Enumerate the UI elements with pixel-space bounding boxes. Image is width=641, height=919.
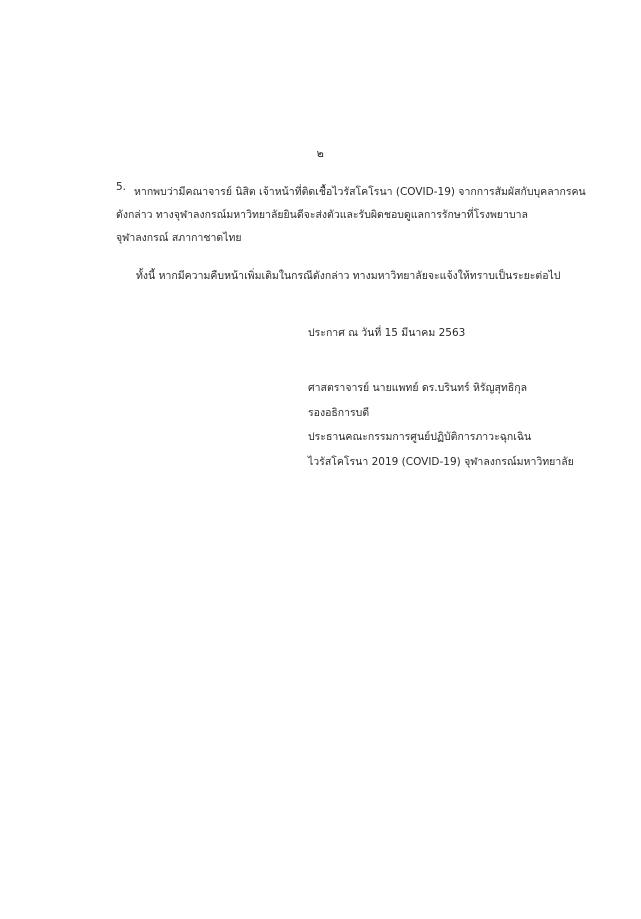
- item-line-2: ดังกล่าว ทางจุฬาลงกรณ์มหาวิทยาลัยยินดีจะส่งตัวและรับผิดชอบดูแลการรักษาที่โรงพยาบาล: [116, 209, 528, 221]
- item-text: [116, 181, 586, 250]
- announcement-date: ประกาศ ณ วันที่ 15 มีนาคม 2563: [308, 327, 466, 339]
- signatory-role-line-2: ไวรัสโคโรนา 2019 (COVID-19) จุฬาลงกรณ์มหาวิทยาลัย: [308, 455, 574, 468]
- closing-paragraph: ทั้งนี้ หากมีความคืบหน้าเพิ่มเติมในกรณีดังกล่าว ทางมหาวิทยาลัยจะแจ้งให้ทราบเป็นระยะต่อไป: [136, 270, 561, 282]
- item-line-1: หากพบว่ามีคณาจารย์ นิสิต เจ้าหน้าที่ติดเชื้อไวรัสโคโรนา (COVID-19) จากการสัมผัสกับบุคลากรคน: [134, 186, 586, 198]
- page-number: ๒: [316, 147, 325, 160]
- signatory-position: รองอธิการบดี: [308, 406, 370, 419]
- item-line-3: จุฬาลงกรณ์ สภากาชาดไทย: [116, 232, 242, 244]
- signature-block: [308, 376, 608, 474]
- signatory-role-line-1: ประธานคณะกรรมการศูนย์ปฏิบัติการภาวะฉุกเฉิน: [308, 431, 532, 443]
- item-number: 5.: [116, 181, 127, 193]
- signatory-name: ศาสตราจารย์ นายแพทย์ ดร.บรินทร์ หิรัญสุทธิกุล: [308, 382, 528, 394]
